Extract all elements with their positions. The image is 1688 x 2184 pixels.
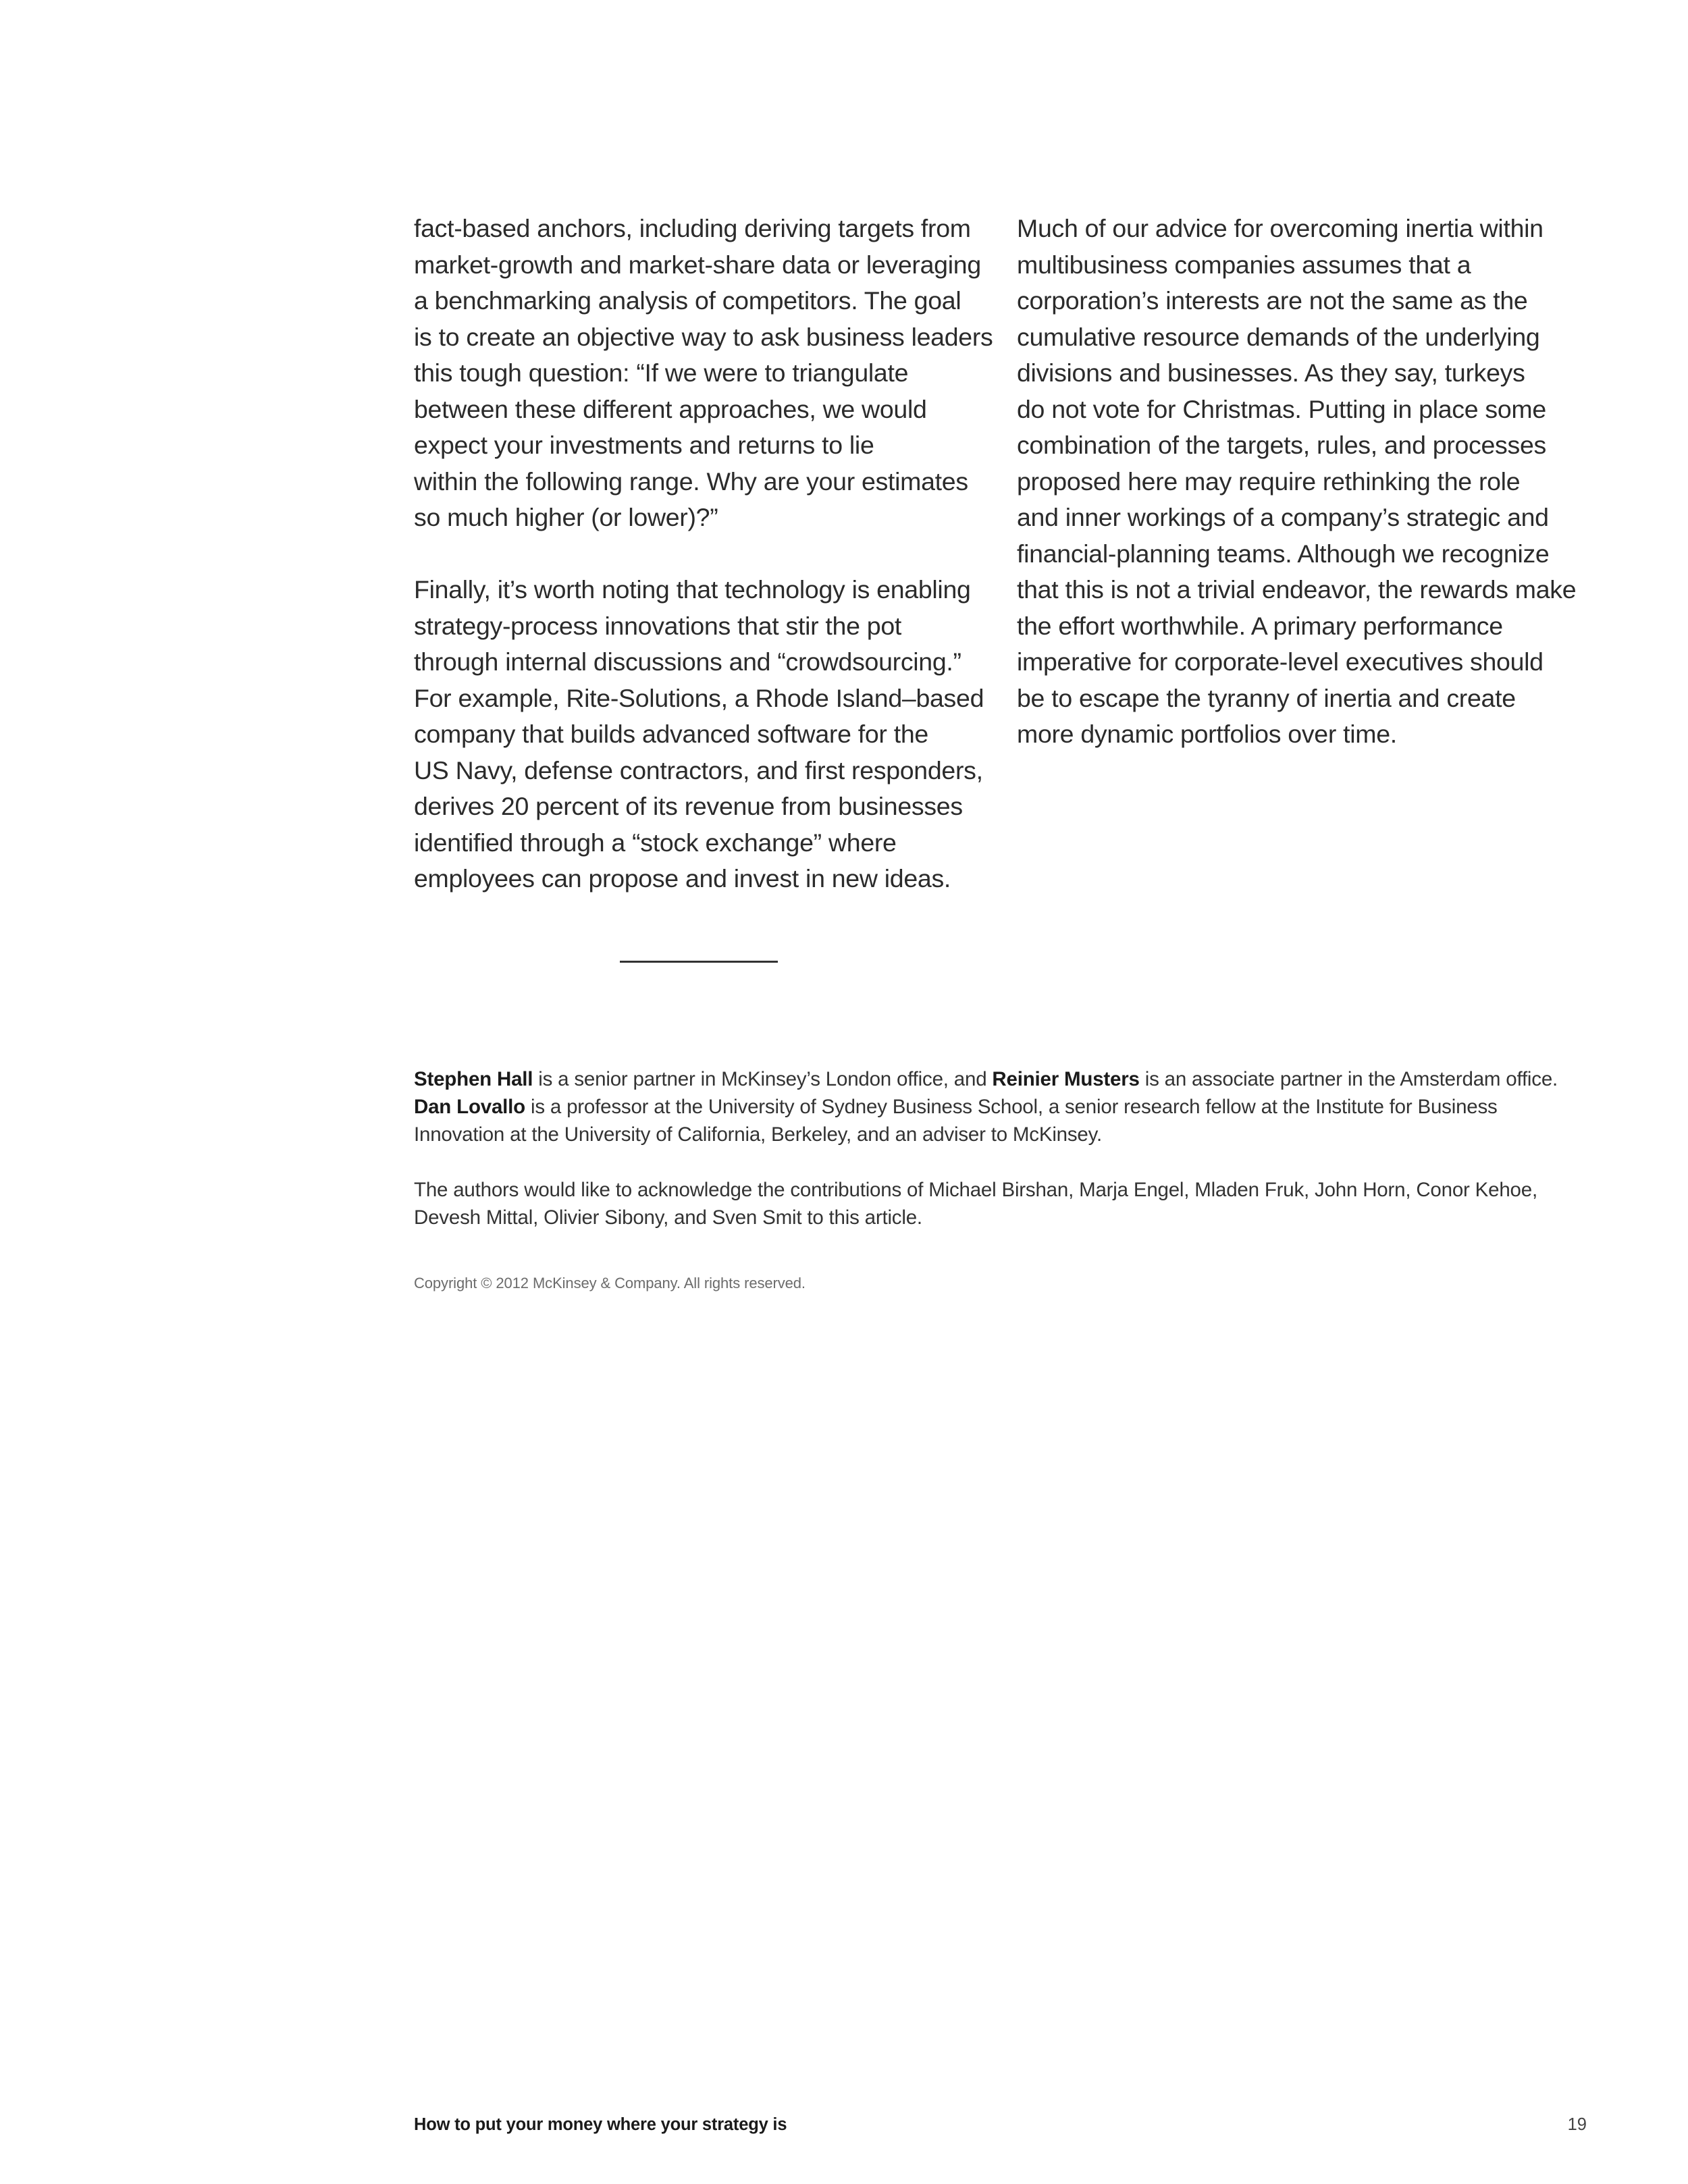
author-name: Dan Lovallo (414, 1096, 525, 1118)
section-divider (620, 961, 778, 963)
body-paragraph: Finally, it’s worth noting that technology is enabling strategy-process innovations that stir the pot through internal discussions and “crowdsourcing.” For example, Rite-Solutions, a Rhode Island–based company that builds advanced software for the US Navy, defense contractors, and first responders, derives 20 percent of its revenue from businesses identified through a “stock exchange” where employees can propose and invest in new ideas. (414, 575, 984, 893)
footer-article-title: How to put your money where your strategy is (414, 2115, 787, 2134)
author-bios (414, 1065, 1589, 1231)
body-column-right (1017, 211, 1611, 753)
body-column-left (414, 211, 995, 897)
body-paragraph: fact-based anchors, including deriving targets from market-growth and market-share data or leveraging a benchmarking analysis of competitors. The goal is to create an objective way to ask business leaders this tough question: “If we were to triangulate between these different approaches, we would expect your investments and returns to lie within the following range. Why are your estimates so much higher (or lower)?” (414, 214, 993, 531)
author-name: Stephen Hall (414, 1068, 533, 1090)
acknowledgments: The authors would like to acknowledge the contributions of Michael Birshan, Marja Engel, Mladen Fruk, John Horn, Conor Kehoe, Devesh Mittal, Olivier Sibony, and Sven Smit to this article. (414, 1179, 1537, 1229)
author-description: is a professor at the University of Sydney Business School, a senior research fellow at the Institute for Business Innovation at the University of California, Berkeley, and an adviser to McKinsey. (414, 1096, 1498, 1146)
author-name: Reinier Musters (992, 1068, 1140, 1090)
copyright-notice: Copyright © 2012 McKinsey & Company. All rights reserved. (414, 1275, 806, 1291)
author-description: is a senior partner in McKinsey’s London office, and (533, 1068, 993, 1090)
author-description: is an associate partner in the Amsterdam office. (1139, 1068, 1558, 1090)
body-paragraph: Much of our advice for overcoming inertia within multibusiness companies assumes that a corporation’s interests are not the same as the cumulative resource demands of the underlying divisions and businesses. As they say, turkeys do not vote for Christmas. Putting in place some combination of the targets, rules, and processes proposed here may require rethinking the role and inner workings of a company’s strategic and financial-planning teams. Although we recognize that this is not a trivial endeavor, the rewards make the effort worthwhile. A primary performance imperative for corporate-level executives should be to escape the tyranny of inertia and create more dynamic portfolios over time. (1017, 214, 1577, 748)
author-bio-paragraph (414, 1065, 1589, 1148)
page-number: 19 (1567, 2115, 1587, 2134)
